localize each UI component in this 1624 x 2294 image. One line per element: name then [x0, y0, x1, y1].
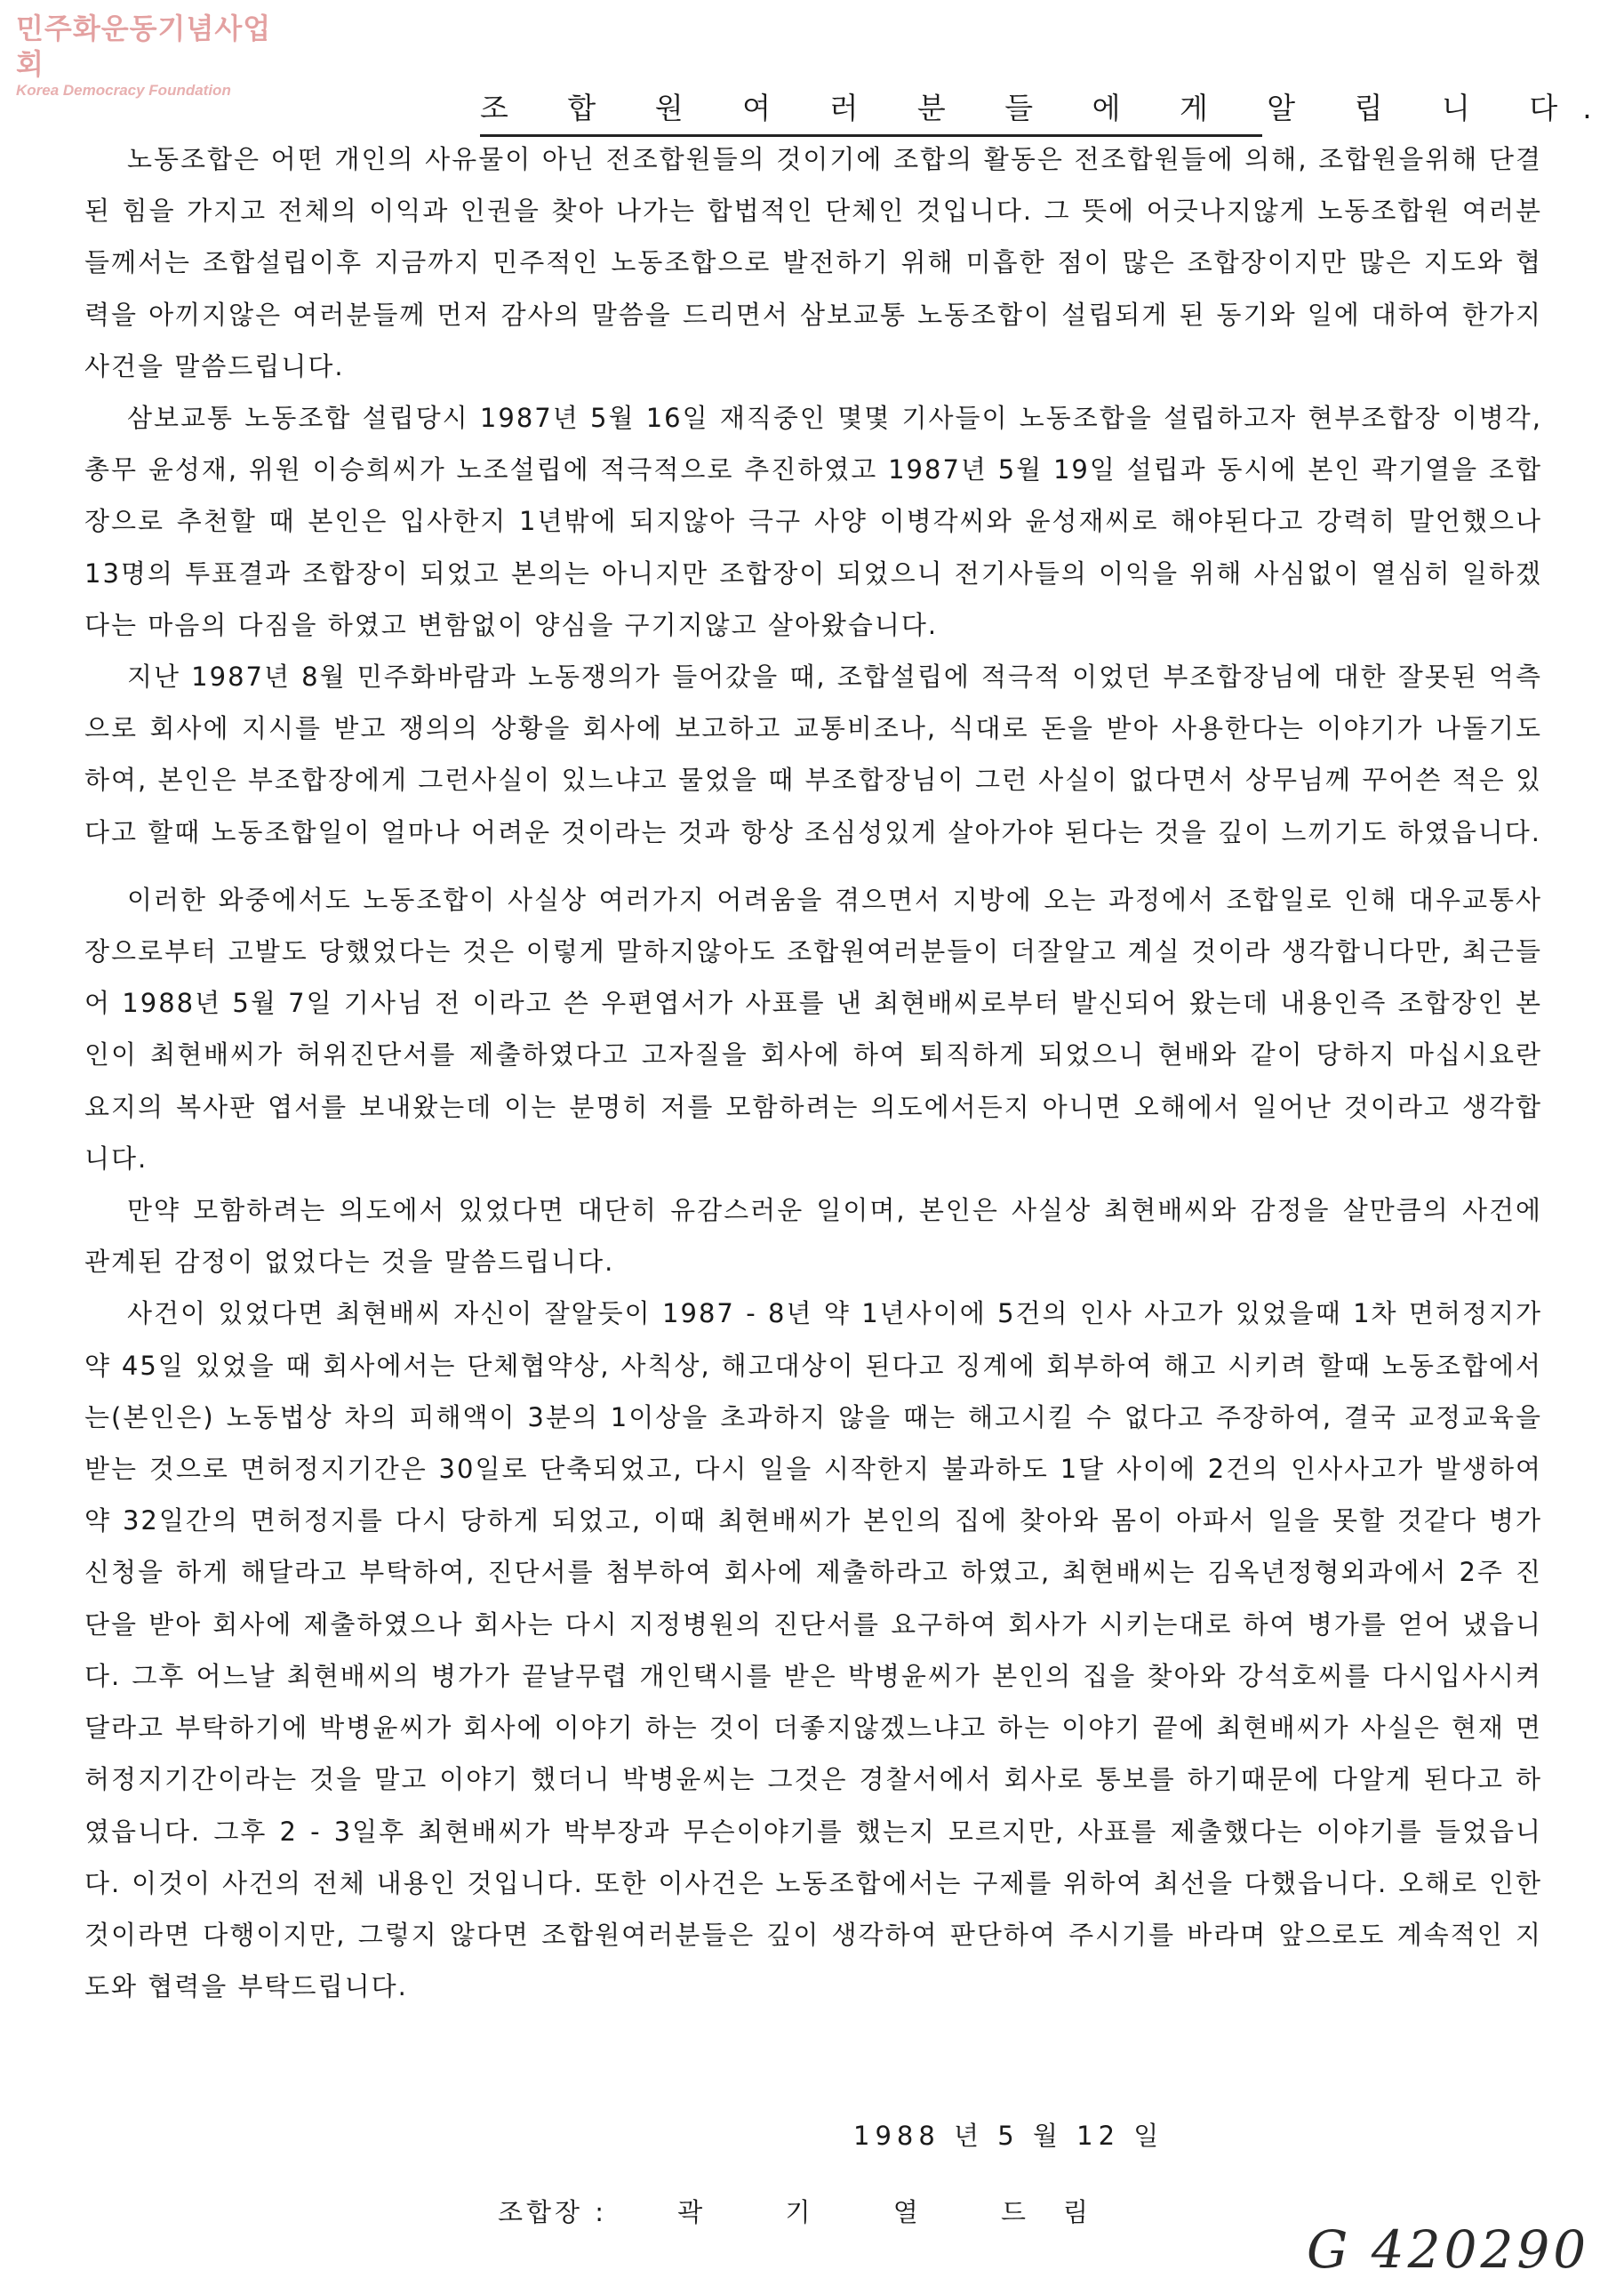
document-date: 1988 년 5 월 12 일: [853, 2121, 1164, 2151]
paragraph-postcard: 이러한 와중에서도 노동조합이 사실상 여러가지 어려움을 겪으면서 지방에 오는 과정에서 조합일로 인해 대우교통사장으로부터 고발도 당했었다는 것은 이렇게 말하지않아도 조합원여러분들이 더잘알고 계실 것이라 생각합니다만, 최근들어 1988년 5월 7일 기사님 전 이라고 쓴 우편엽서가 사표를 낸 최현배씨로부터 발신되어 왔는데 내용인즉 조합장인 본인이 최현배씨가 허위진단서를 제출하였다고 고자질을 회사에 하여 퇴직하게 되었으니 현배와 같이 당하지 마십시요란 요지의 복사판 엽서를 보내왔는데 이는 분명히 저를 모함하려는 의도에서든지 아니면 오해에서 일어난 것이라고 생각합니다.: [84, 884, 1542, 1174]
document-body: [84, 133, 1542, 2012]
watermark-korean: 민주화운동기념사업회: [16, 12, 272, 81]
handwritten-archive-number: G 420290: [1307, 2219, 1590, 2280]
signature-name: 곽 기 열 드림: [677, 2197, 1125, 2227]
paragraph-union-founding: 삼보교통 노동조합 설립당시 1987년 5월 16일 재직중인 몇몇 기사들이 노동조합을 설립하고자 현부조합장 이병각, 총무 윤성재, 위원 이승희씨가 노조설립에 적극적으로 추진하였고 1987년 5월 19일 설립과 동시에 본인 곽기열을 조합장으로 추천할 때 본인은 입사한지 1년밖에 되지않아 극구 사양 이병각씨와 윤성재씨로 해야된다고 강력히 말언했으나 13명의 투표결과 조합장이 되었고 본의는 아니지만 조합장이 되었으니 전기사들의 이익을 위해 사심없이 열심히 일하겠다는 마음의 다짐을 하였고 변함없이 양심을 구기지않고 살아왔습니다.: [84, 403, 1542, 640]
paragraph-no-grudge: 만약 모함하려는 의도에서 있었다면 대단히 유감스러운 일이며, 본인은 사실상 최현배씨와 감정을 살만큼의 사건에 관계된 감정이 없었다는 것을 말씀드립니다.: [84, 1195, 1542, 1278]
paragraph-intro: 노동조합은 어떤 개인의 사유물이 아닌 전조합원들의 것이기에 조합의 활동은 전조합원들에 의해, 조합원을위해 단결된 힘을 가지고 전체의 이익과 인권을 찾아 나가는 합법적인 단체인 것입니다. 그 뜻에 어긋나지않게 노동조합원 여러분들께서는 조합설립이후 지금까지 민주적인 노동조합으로 발전하기 위해 미흡한 점이 많은 조합장이지만 많은 지도와 협력을 아끼지않은 여러분들께 먼저 감사의 말씀을 드리면서 삼보교통 노동조합이 설립되게 된 동기와 일에 대하여 한가지 사건을 말씀드립니다.: [84, 144, 1542, 381]
signature-label: 조합장 :: [498, 2197, 608, 2227]
watermark-english: Korea Democracy Foundation: [16, 82, 231, 99]
signature-block: [498, 2193, 1209, 2229]
foundation-watermark: [16, 11, 283, 100]
paragraph-incident-details: 사건이 있었다면 최현배씨 자신이 잘알듯이 1987 - 8년 약 1년사이에 5건의 인사 사고가 있었을때 1차 면허정지가 약 45일 있었을 때 회사에서는 단체협약상, 사칙상, 해고대상이 된다고 징계에 회부하여 해고 시키려 할때 노동조합에서는(본인은) 노동법상 차의 피해액이 3분의 1이상을 초과하지 않을 때는 해고시킬 수 없다고 주장하여, 결국 교정교육을 받는 것으로 면허정지기간은 30일로 단축되었고, 다시 일을 시작한지 불과하도 1달 사이에 2건의 인사사고가 발생하여 약 32일간의 면허정지를 다시 당하게 되었고, 이때 최현배씨가 본인의 집에 찾아와 몸이 아파서 일을 못할 것같다 병가신청을 하게 해달라고 부탁하여, 진단서를 첨부하여 회사에 제출하라고 하였고, 최현배씨는 김옥년정형외과에서 2주 진단을 받아 회사에 제출하였으나 회사는 다시 지정병원의 진단서를 요구하여 회사가 시키는대로 하여 병가를 얻어 냈읍니다. 그후 어느날 최현배씨의 병가가 끝날무렵 개인택시를 받은 박병윤씨가 본인의 집을 찾아와 강석호씨를 다시입사시켜 달라고 부탁하기에 박병윤씨가 회사에 이야기 하는 것이 더좋지않겠느냐고 하는 이야기 끝에 최현배씨가 사실은 현재 면허정지기간이라는 것을 말고 이야기 했더니 박병윤씨는 그것은 경찰서에서 회사로 통보를 하기때문에 다알게 된다고 하였읍니다. 그후 2 - 3일후 최현배씨가 박부장과 무슨이야기를 했는지 모르지만, 사표를 제출했다는 이야기를 들었읍니다. 이것이 사건의 전체 내용인 것입니다. 또한 이사건은 노동조합에서는 구제를 위하여 최선을 다했읍니다. 오해로 인한 것이라면 다행이지만, 그렇지 않다면 조합원여러분들은 깊이 생각하여 판단하여 주시기를 바라며 앞으로도 계속적인 지도와 협력을 부탁드립니다.: [84, 1298, 1542, 2002]
paragraph-1987-dispute: 지난 1987년 8월 민주화바람과 노동쟁의가 들어갔을 때, 조합설립에 적극적 이었던 부조합장님에 대한 잘못된 억측으로 회사에 지시를 받고 쟁의의 상황을 회사에 보고하고 교통비조나, 식대로 돈을 받아 사용한다는 이야기가 나돌기도 하여, 본인은 부조합장에게 그런사실이 있느냐고 물었을 때 부조합장님이 그런 사실이 없다면서 상무님께 꾸어쓴 적은 있다고 할때 노동조합일이 얼마나 어려운 것이라는 것과 항상 조심성있게 살아가야 된다는 것을 깊이 느끼기도 하였읍니다.: [84, 662, 1542, 847]
document-title: 조 합 원 여 러 분 들 에 게 알 립 니 다.: [480, 85, 1262, 137]
